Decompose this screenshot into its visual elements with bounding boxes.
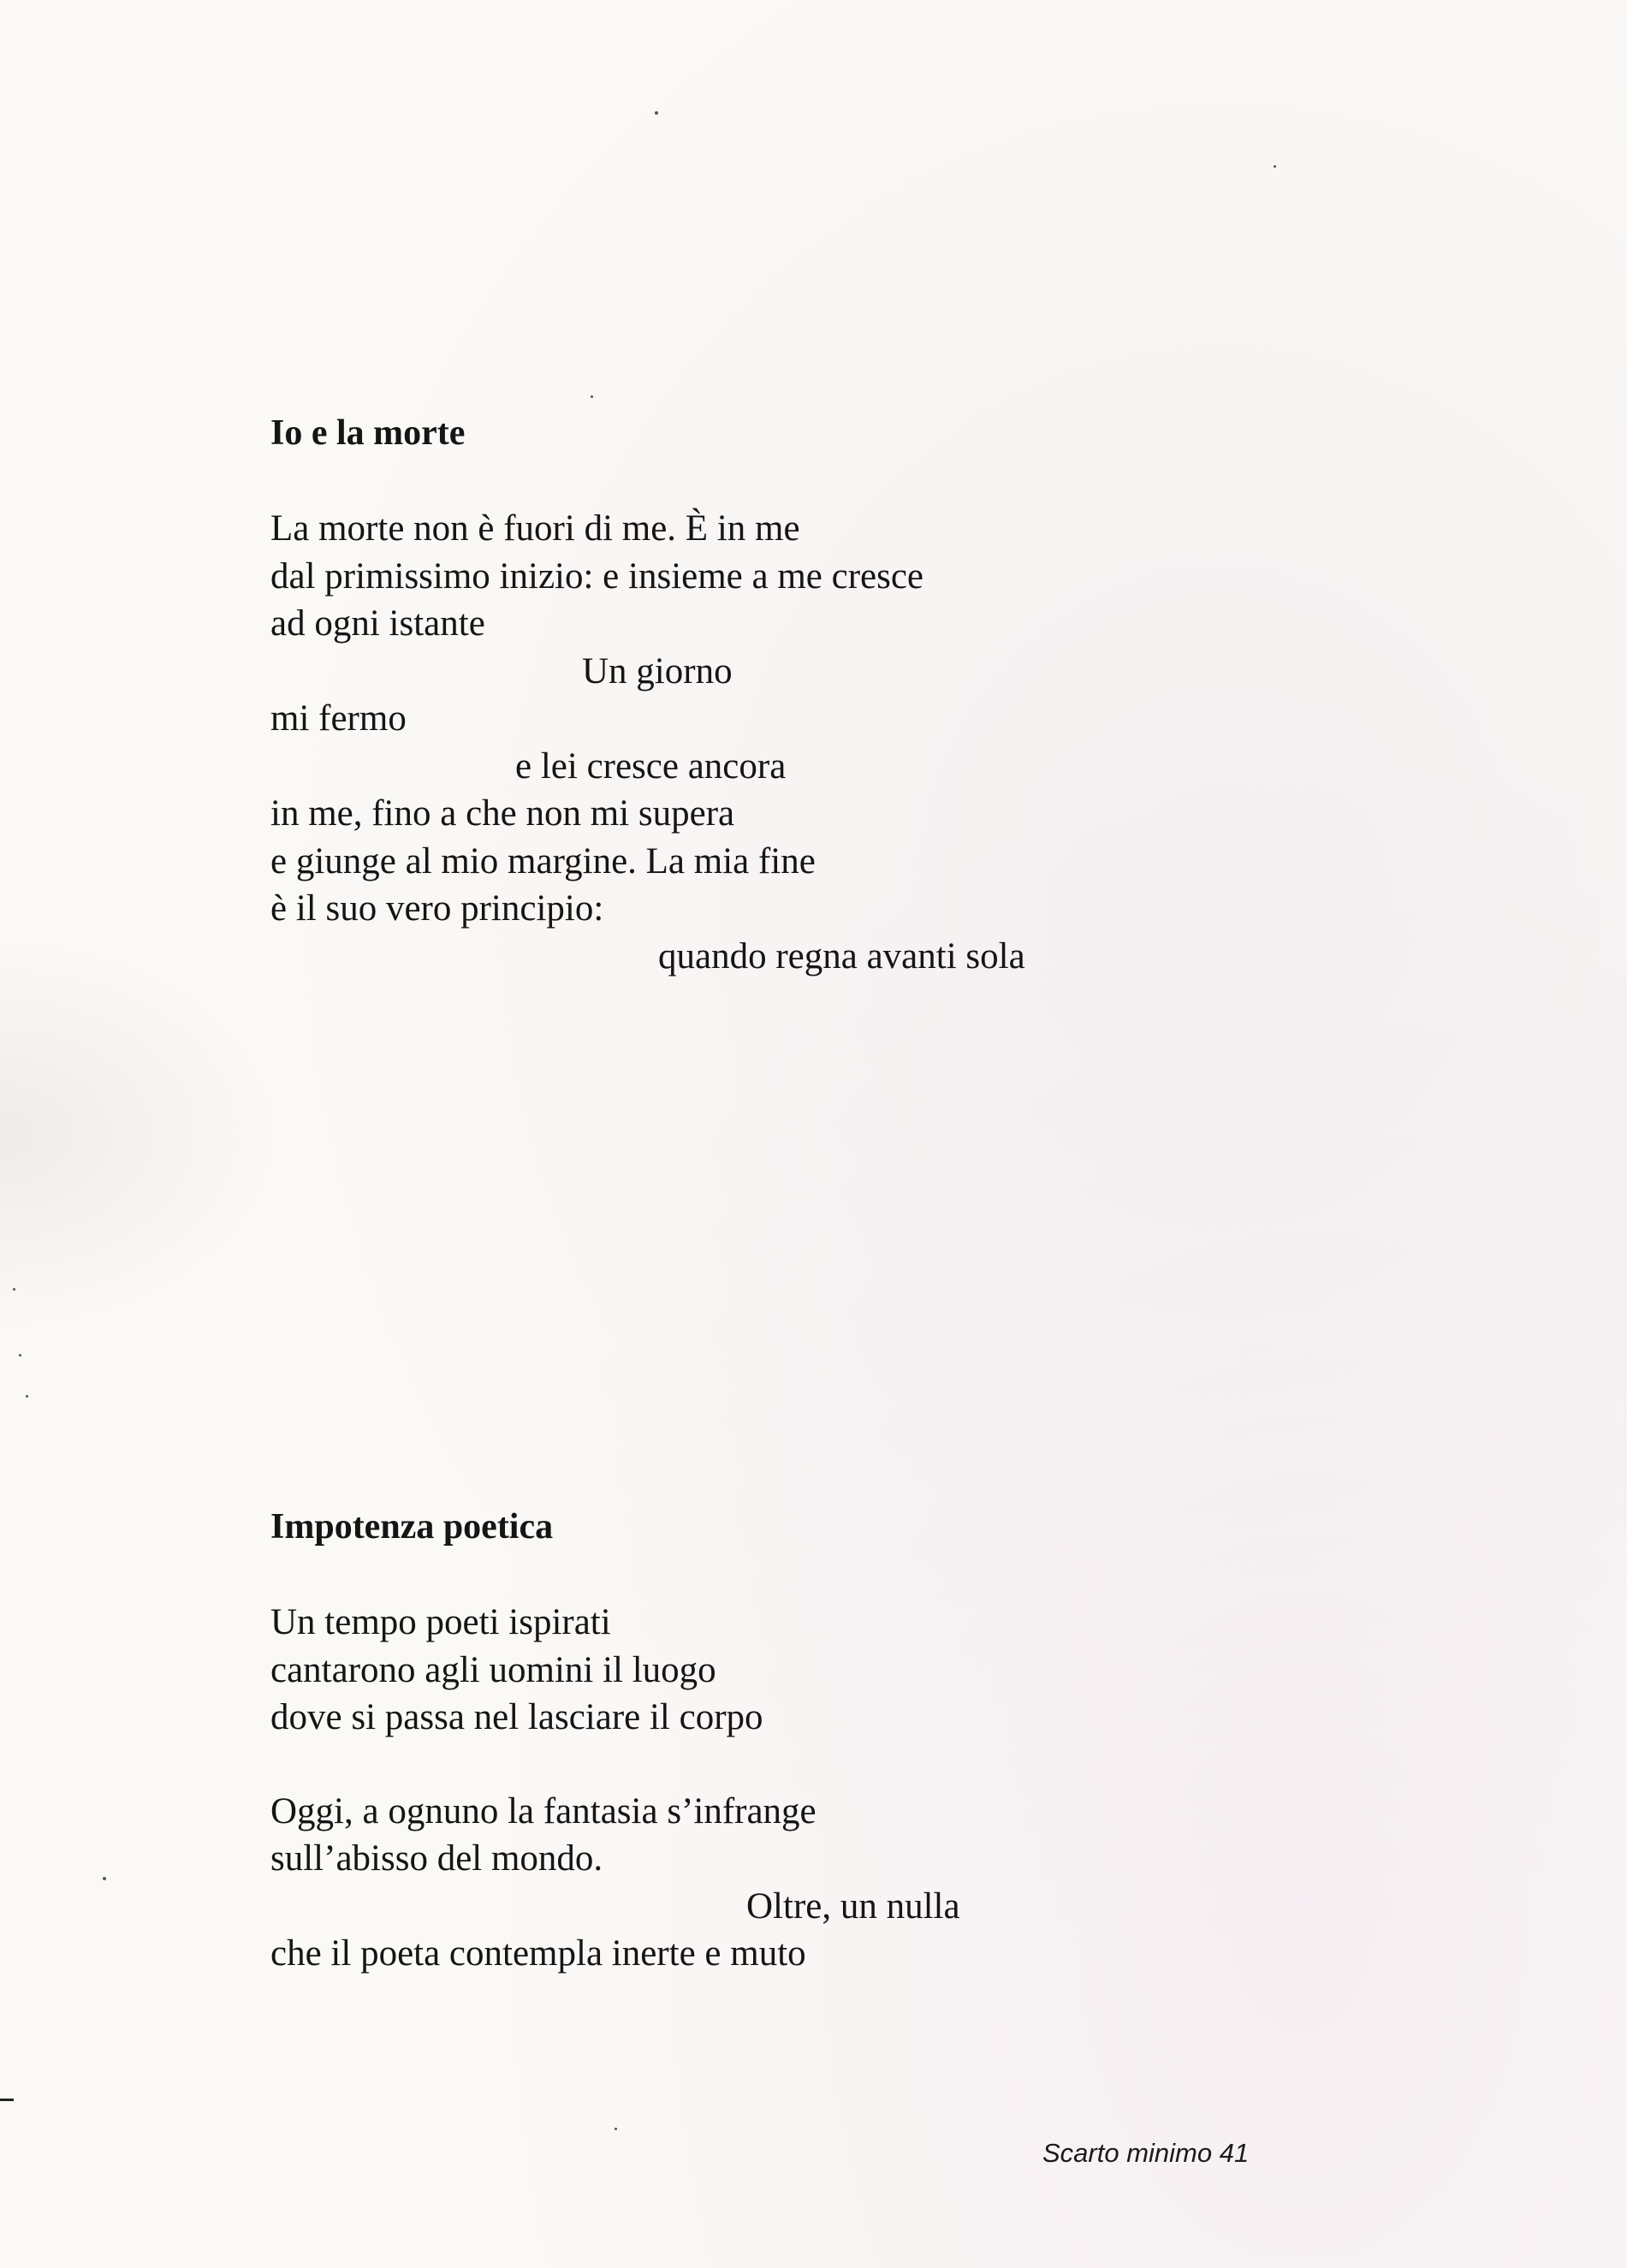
poem-title: Impotenza poetica <box>270 1507 554 1547</box>
paper-speck <box>13 1288 15 1291</box>
poem-io-e-la-morte <box>270 409 1212 1026</box>
poem-line: Oggi, a ognuno la fantasia s’infrange <box>270 1790 816 1832</box>
poem-line: Oltre, un nulla <box>746 1885 960 1927</box>
poem-line: mi fermo <box>270 698 407 739</box>
paper-speck <box>103 1877 106 1880</box>
stanza <box>270 1788 1212 1978</box>
paper-speck <box>591 395 593 398</box>
poem-line: e giunge al mio margine. La mia fine <box>270 840 816 882</box>
edge-mark <box>0 2099 14 2101</box>
poem-line: dal primissimo inizio: e insieme a me cresce <box>270 555 924 597</box>
poem-line: cantarono agli uomini il luogo <box>270 1649 716 1690</box>
poem-line: dove si passa nel lasciare il corpo <box>270 1697 763 1737</box>
paper-speck <box>615 2128 617 2130</box>
stanza <box>270 505 1212 980</box>
poem-line: che il poeta contempla inerte e muto <box>270 1933 806 1974</box>
paper-speck <box>1274 165 1276 168</box>
poem-line: quando regna avanti sola <box>658 935 1025 977</box>
poem-impotenza-poetica <box>270 1503 1212 2024</box>
poem-line: Un giorno <box>582 650 733 692</box>
poem-line: La morte non è fuori di me. È in me <box>270 508 800 549</box>
paper-speck <box>26 1395 28 1398</box>
poem-line: Un tempo poeti ispirati <box>270 1602 611 1642</box>
poem-title: Io e la morte <box>270 413 466 453</box>
paper-speck <box>19 1354 21 1357</box>
poem-line: ad ogni istante <box>270 603 485 644</box>
stanza <box>270 1599 1212 1742</box>
poem-line: e lei cresce ancora <box>515 745 787 787</box>
running-footer: Scarto minimo 41 <box>1042 2138 1250 2168</box>
poem-line: sull’abisso del mondo. <box>270 1838 603 1879</box>
poem-line: è il suo vero principio: <box>270 888 604 929</box>
paper-speck <box>655 111 658 115</box>
poem-line: in me, fino a che non mi supera <box>270 793 735 834</box>
